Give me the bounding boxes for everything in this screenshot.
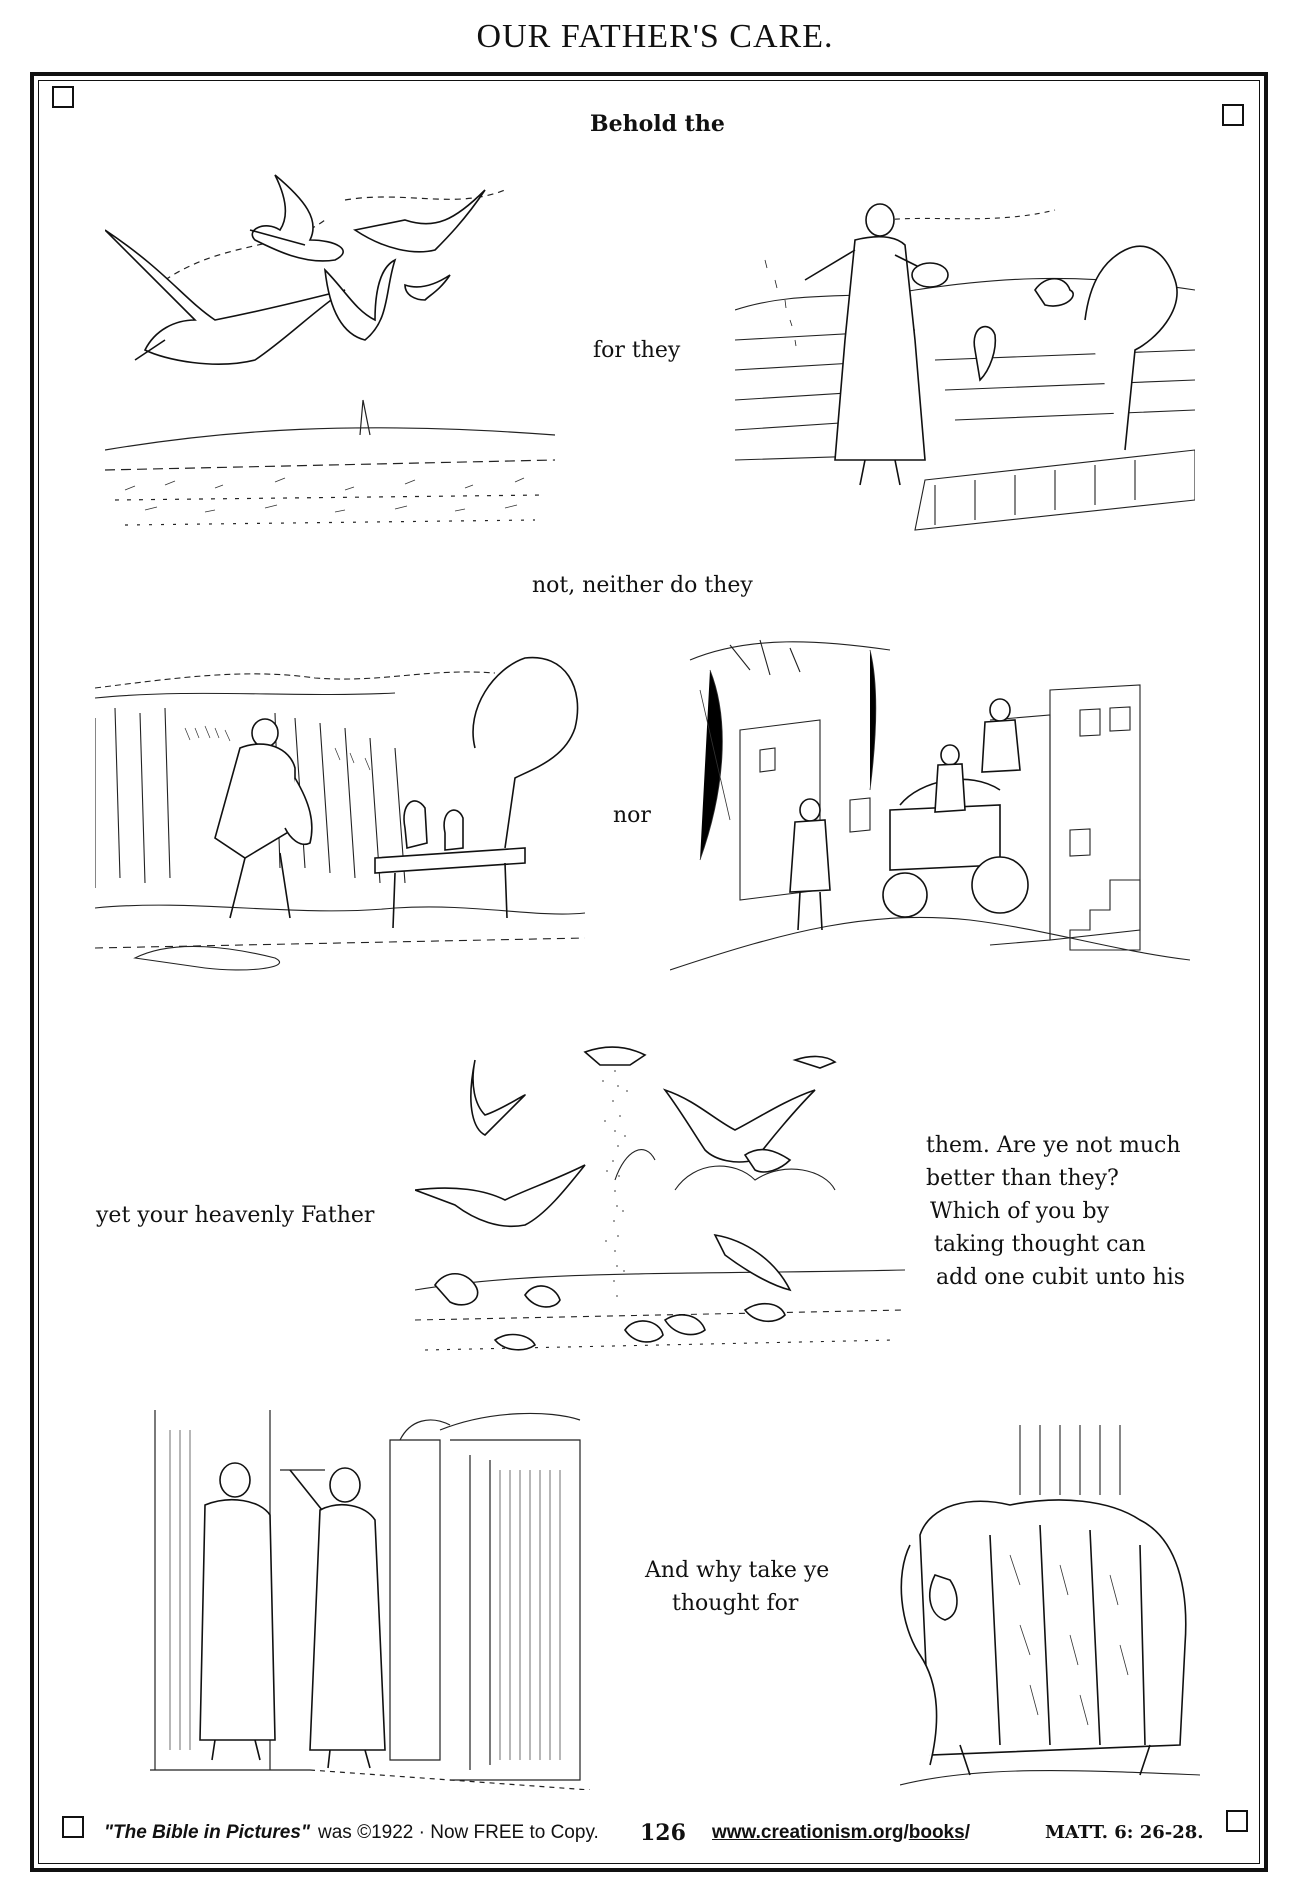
birds-fed-drawing xyxy=(415,1040,905,1375)
barn-cart-drawing xyxy=(670,630,1190,990)
corner-ornament-top-left xyxy=(52,86,74,108)
verse-text-nor: nor xyxy=(613,803,651,828)
illustration-sower xyxy=(735,200,1195,540)
footer-reference: MATT. 6: 26-28. xyxy=(1045,1822,1204,1843)
footer-site-text: www.creationism.org xyxy=(712,1822,904,1843)
verse-text-for-they: for they xyxy=(593,338,681,363)
illustration-birds-fed xyxy=(415,1040,905,1375)
corner-ornament-bottom-right xyxy=(1226,1810,1248,1832)
page-title: OUR FATHER'S CARE. xyxy=(476,18,834,55)
footer-site-link[interactable] xyxy=(712,1822,970,1844)
verse-text-heavenly-father: yet your heavenly Father xyxy=(96,1203,375,1228)
verse-text-them: them. Are ye not much xyxy=(926,1133,1181,1158)
measuring-height-drawing xyxy=(150,1410,590,1790)
footer-copyright: was ©1922 · Now FREE to Copy. xyxy=(318,1822,599,1843)
footer-books-text: books xyxy=(908,1822,965,1843)
corner-ornament-top-right xyxy=(1222,104,1244,126)
verse-text-thought-for: thought for xyxy=(672,1591,799,1616)
verse-text-which: Which of you by xyxy=(930,1199,1110,1224)
verse-text-not-neither: not, neither do they xyxy=(532,573,753,598)
footer-book-title: "The Bible in Pictures" xyxy=(104,1822,310,1843)
sower-drawing xyxy=(735,200,1195,540)
footer-slash-2: / xyxy=(964,1822,970,1843)
verse-text-taking: taking thought can xyxy=(934,1232,1146,1257)
illustration-flying-birds xyxy=(105,160,555,540)
footer-slash-1: / xyxy=(903,1822,909,1843)
flying-birds-drawing xyxy=(105,160,555,540)
reaper-drawing xyxy=(95,628,585,988)
verse-text-behold: Behold the xyxy=(590,111,725,137)
illustration-raiment xyxy=(900,1425,1200,1790)
verse-text-why-take: And why take ye xyxy=(645,1558,830,1583)
corner-ornament-bottom-left xyxy=(62,1816,84,1838)
illustration-reaper xyxy=(95,628,585,988)
footer-page-number: 126 xyxy=(640,1820,686,1846)
illustration-measuring-height xyxy=(150,1410,590,1790)
verse-text-better: better than they? xyxy=(926,1166,1119,1191)
verse-text-cubit: add one cubit unto his xyxy=(936,1265,1186,1290)
illustration-barn-cart xyxy=(670,630,1190,990)
raiment-drawing xyxy=(900,1425,1200,1790)
